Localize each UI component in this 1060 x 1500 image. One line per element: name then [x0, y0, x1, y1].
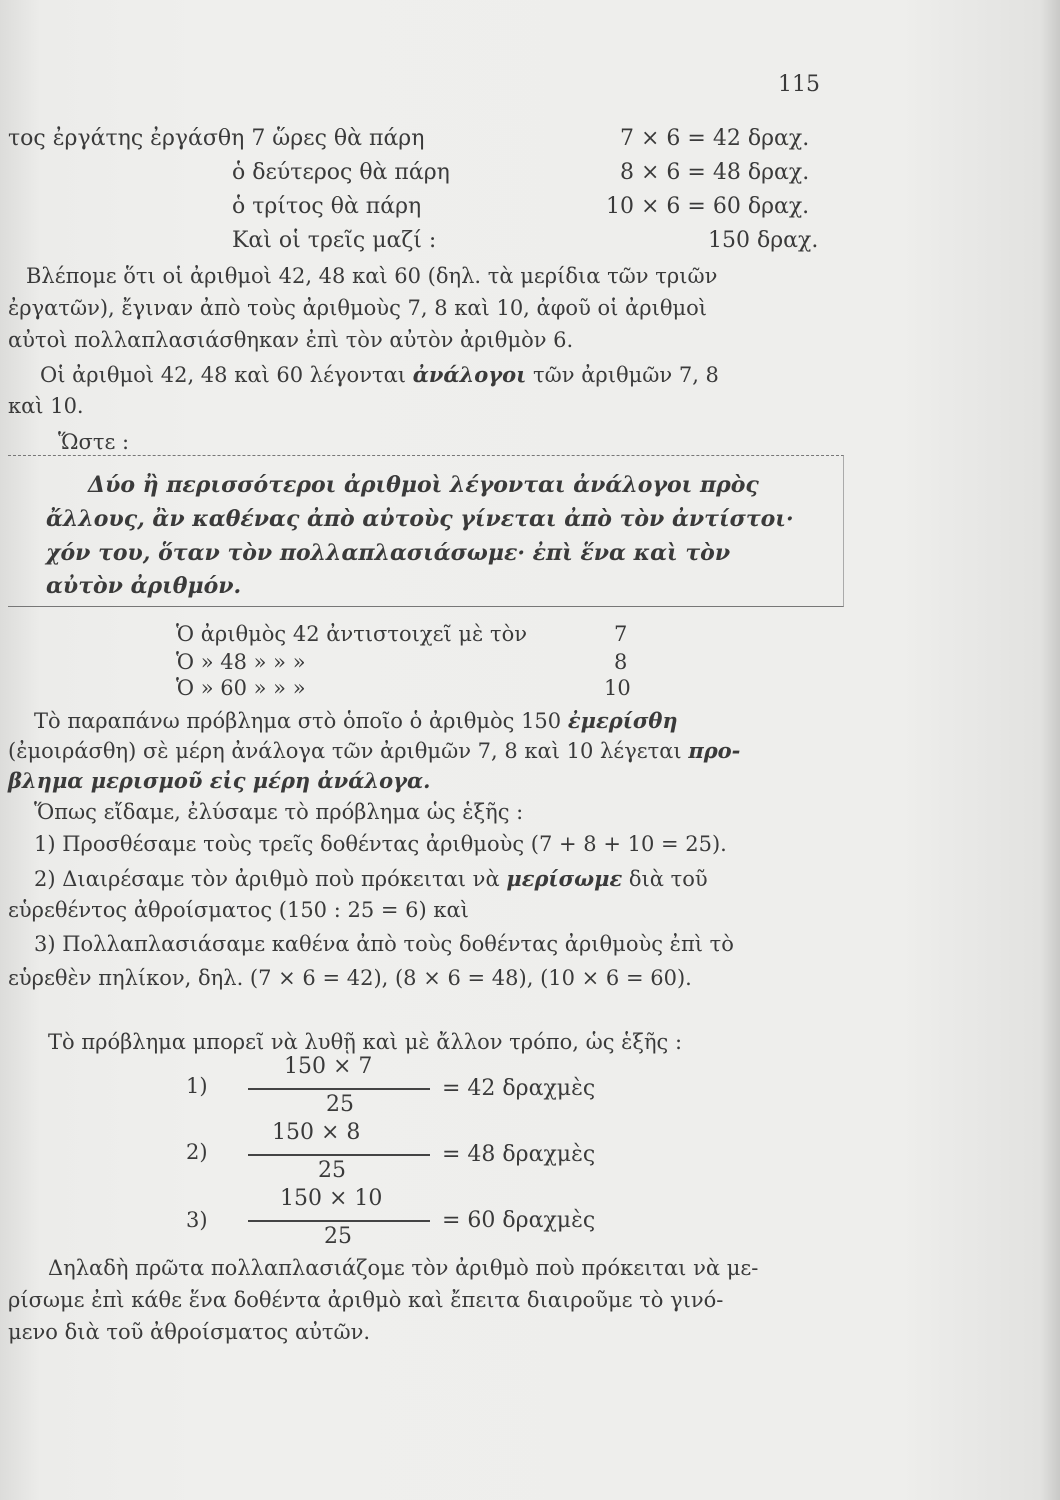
step-2-line2: εὑρεθέντος ἀθροίσματος (150 : 25 = 6) καὶ: [8, 898, 469, 922]
fraction-numerator: 150 × 8: [272, 1120, 361, 1145]
fraction-label: 2): [186, 1140, 208, 1164]
correspondence-row: Ὁ » 48 » » »: [176, 650, 306, 674]
step-1: 1) Προσθέσαμε τοὺς τρεῖς δοθέντας ἀριθμοὺς (7 + 8 + 10 = 25).: [34, 832, 727, 856]
fraction-bar: [248, 1088, 430, 1090]
rule-line: αὐτὸν ἀριθμόν.: [46, 573, 242, 599]
paragraph-text: (ἐμοιράσθη) σὲ μέρη ἀνάλογα τῶν ἀριθμῶν 7, 8 καὶ 10 λέγεται: [8, 739, 682, 763]
fraction-denominator: 25: [326, 1092, 354, 1117]
table-row-right: 150 δραχ.: [708, 228, 819, 253]
paragraph-text: Τὸ παραπάνω πρόβλημα στὸ ὁποῖο ὁ ἀριθμὸς 150: [34, 709, 562, 733]
paragraph-line: Βλέπομε ὅτι οἱ ἀριθμοὶ 42, 48 καὶ 60 (δηλ. τὰ μερίδια τῶν τριῶν: [26, 264, 718, 288]
paragraph-line: ἐργατῶν), ἔγιναν ἀπὸ τοὺς ἀριθμοὺς 7, 8 καὶ 10, ἀφοῦ οἱ ἀριθμοὶ: [8, 296, 707, 320]
fraction-denominator: 25: [318, 1158, 346, 1183]
fraction-label: 1): [186, 1074, 208, 1098]
alt-intro: Τὸ πρόβλημα μπορεῖ νὰ λυθῇ καὶ μὲ ἄλλον τρόπο, ὡς ἑξῆς :: [48, 1030, 683, 1054]
correspondence-value: 10: [604, 676, 631, 700]
closing-line: μενο διὰ τοῦ ἀθροίσματος αὐτῶν.: [8, 1320, 371, 1344]
rule-line: Δύο ἢ περισσότεροι ἀριθμοὶ λέγονται ἀνάλογοι πρὸς: [88, 472, 759, 498]
paragraph-line: καὶ 10.: [8, 394, 84, 418]
rule-line: χόν του, ὅταν τὸν πολλαπλασιάσωμε· ἐπὶ ἕνα καὶ τὸν: [46, 540, 731, 566]
closing-line: ρίσωμε ἐπὶ κάθε ἕνα δοθέντα ἀριθμὸ καὶ ἔπειτα διαιροῦμε τὸ γινό-: [8, 1288, 724, 1312]
page-number: 115: [778, 72, 820, 97]
table-row-left: ὁ τρίτος θὰ πάρη: [232, 194, 422, 219]
correspondence-row: Ὁ ἀριθμὸς 42 ἀντιστοιχεῖ μὲ τὸν: [176, 622, 528, 646]
table-row-left: Καὶ οἱ τρεῖς μαζί :: [232, 228, 437, 253]
correspondence-row: Ὁ » 60 » » »: [176, 676, 306, 700]
step-2-cont: διὰ τοῦ: [628, 867, 708, 891]
so-heading: Ὥστε :: [58, 430, 130, 454]
paragraph-text: τῶν ἀριθμῶν 7, 8: [533, 363, 719, 387]
steps-intro: Ὅπως εἴδαμε, ἐλύσαμε τὸ πρόβλημα ὡς ἑξῆς :: [34, 800, 524, 824]
fraction-result: = 42 δραχμὲς: [442, 1076, 596, 1101]
step-3: 3) Πολλαπλασιάσαμε καθένα ἀπὸ τοὺς δοθέντας ἀριθμοὺς ἐπὶ τὸ: [34, 932, 734, 956]
table-row-right: 8 × 6 = 48 δραχ.: [620, 160, 810, 185]
table-row-right: 7 × 6 = 42 δραχ.: [620, 126, 810, 151]
emphasis-term: μερίσωμε: [506, 866, 623, 891]
rule-box: [8, 455, 844, 607]
fraction-result: = 48 δραχμὲς: [442, 1142, 596, 1167]
fraction-numerator: 150 × 7: [284, 1054, 373, 1079]
step-2: 2) Διαιρέσαμε τὸν ἀριθμὸ ποὺ πρόκειται νὰ: [34, 867, 500, 891]
table-row-left: ὁ δεύτερος θὰ πάρη: [232, 160, 450, 185]
emphasis-term: προ-: [688, 738, 741, 763]
table-row-right: 10 × 6 = 60 δραχ.: [606, 194, 810, 219]
fraction-numerator: 150 × 10: [280, 1186, 383, 1211]
closing-line: Δηλαδὴ πρῶτα πολλαπλασιάζομε τὸν ἀριθμὸ ποὺ πρόκειται νὰ με-: [48, 1256, 759, 1280]
rule-line: ἄλλους, ἂν καθένας ἀπὸ αὐτοὺς γίνεται ἀπὸ τὸν ἀντίστοι·: [46, 506, 794, 532]
emphasis-term: ἐμερίσθη: [567, 708, 678, 733]
fraction-bar: [248, 1154, 430, 1156]
emphasis-term: ἀνάλογοι: [412, 362, 527, 387]
correspondence-value: 8: [614, 650, 628, 674]
paragraph-line: αὐτοὶ πολλαπλασιάσθηκαν ἐπὶ τὸν αὐτὸν ἀριθμὸν 6.: [8, 328, 574, 352]
emphasis-term: βλημα μερισμοῦ εἰς μέρη ἀνάλογα.: [8, 768, 431, 793]
step-3-line2: εὑρεθὲν πηλίκον, δηλ. (7 × 6 = 42), (8 × 6 = 48), (10 × 6 = 60).: [8, 966, 692, 990]
fraction-result: = 60 δραχμὲς: [442, 1208, 596, 1233]
fraction-bar: [248, 1220, 430, 1222]
fraction-denominator: 25: [324, 1224, 352, 1249]
paragraph-text: Οἱ ἀριθμοὶ 42, 48 καὶ 60 λέγονται: [40, 363, 406, 387]
table-row-left: τος ἐργάτης ἐργάσθη 7 ὥρες θὰ πάρη: [8, 126, 425, 151]
correspondence-value: 7: [614, 622, 628, 646]
fraction-label: 3): [186, 1208, 208, 1232]
